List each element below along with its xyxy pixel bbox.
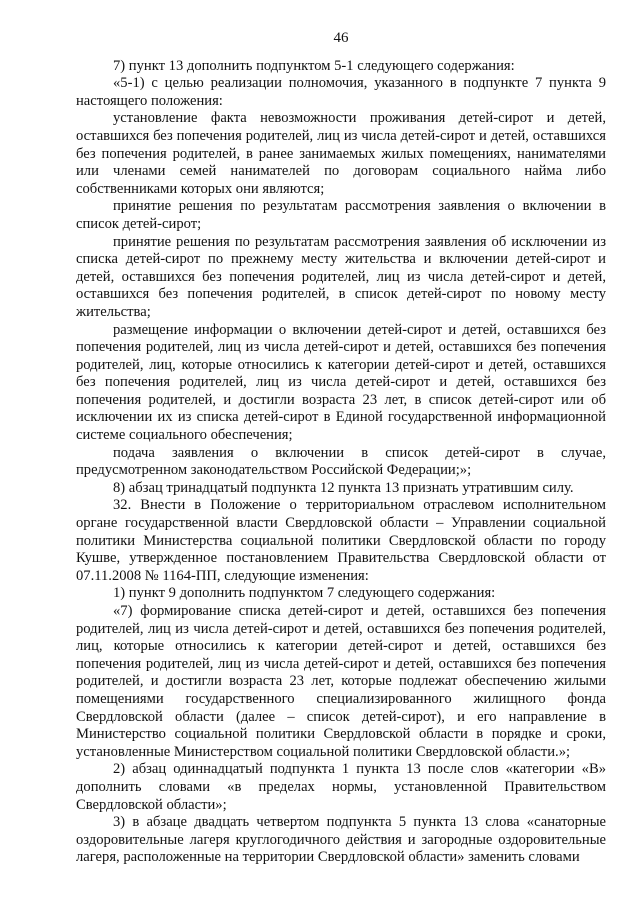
- page-number: 46: [333, 30, 349, 46]
- paragraph-6: размещение информации о включении детей-сирот и детей, оставшихся без попечения родителей, лиц из числа детей-сирот и детей, оставшихся без попечения родителей, лиц, которые относились к категории детей-сирот и детей, оставшихся без попечения родителей, лиц из числа детей-сирот и детей, оставшихся без попечения родителей, и достигли возраста 23 лет, в список детей-сирот или об исключении их из списка детей-сирот в Единой государственной информационной системе социального обеспечения;: [76, 321, 606, 444]
- document-page: [76, 30, 606, 867]
- paragraph-13: 3) в абзаце двадцать четвертом подпункта 5 пункта 13 слова «санаторные оздоровительные лагеря круглогодичного действия и загородные оздоровительные лагеря, расположенные на территории Свердловской области» заменить словами: [76, 814, 606, 866]
- paragraph-11: «7) формирование списка детей-сирот и детей, оставшихся без попечения родителей, лиц из числа детей-сирот и детей, оставшихся без попечения родителей, лиц, которые относились к категории детей-сирот и детей, оставшихся без попечения родителей, лиц из числа детей-сирот и детей, оставшихся без попечения родителей, и достигли возраста 23 лет, которые подлежат обеспечению жилыми помещениями государственного специализированного жилищного фонда Свердловской области (далее – список детей-сирот), и его направление в Министерство социальной политики Свердловской области в порядке и сроки, установленные Министерством социальной политики Свердловской области.»;: [76, 603, 606, 760]
- paragraph-10: 1) пункт 9 дополнить подпунктом 7 следующего содержания:: [113, 585, 496, 602]
- paragraph-8: 8) абзац тринадцатый подпункта 12 пункта 13 признать утратившим силу.: [113, 479, 574, 496]
- paragraph-4: принятие решения по результатам рассмотрения заявления о включении в список детей-сирот;: [76, 198, 606, 232]
- paragraph-12: 2) абзац одиннадцатый подпункта 1 пункта 13 после слов «категории «В» дополнить словами «в пределах нормы, установленной Правительством Свердловской области»;: [76, 761, 606, 813]
- paragraph-7: подача заявления о включении в список детей-сирот в случае, предусмотренном законодательством Российской Федерации;»;: [76, 444, 606, 479]
- paragraph-2: «5-1) с целью реализации полномочия, указанного в подпункте 7 пункта 9 настоящего положения:: [76, 75, 606, 109]
- paragraph-3: установление факта невозможности проживания детей-сирот и детей, оставшихся без попечения родителей, лиц из числа детей-сирот и детей, оставшихся без попечения родителей, в ранее занимаемых жилых помещениях, нанимателями или членами семей нанимателей по договорам социального найма либо собственниками которых они являются;: [76, 110, 606, 197]
- paragraph-9: 32. Внести в Положение о территориальном отраслевом исполнительном органе государственной власти Свердловской области – Управлении социальной политики Министерства социальной политики Свердловской области по городу Кушве, утвержденное постановлением Правительства Свердловской области от 07.11.2008 № 1164-ПП, следующие изменения:: [76, 497, 606, 584]
- paragraph-5: принятие решения по результатам рассмотрения заявления об исключении из списка детей-сирот по прежнему месту жительства и включении детей-сирот и детей, оставшихся без попечения родителей, лиц из числа детей-сирот и детей, оставшихся без попечения родителей, в список детей-сирот по новому месту жительства;: [76, 233, 606, 320]
- paragraph-1: 7) пункт 13 дополнить подпунктом 5-1 следующего содержания:: [113, 57, 515, 74]
